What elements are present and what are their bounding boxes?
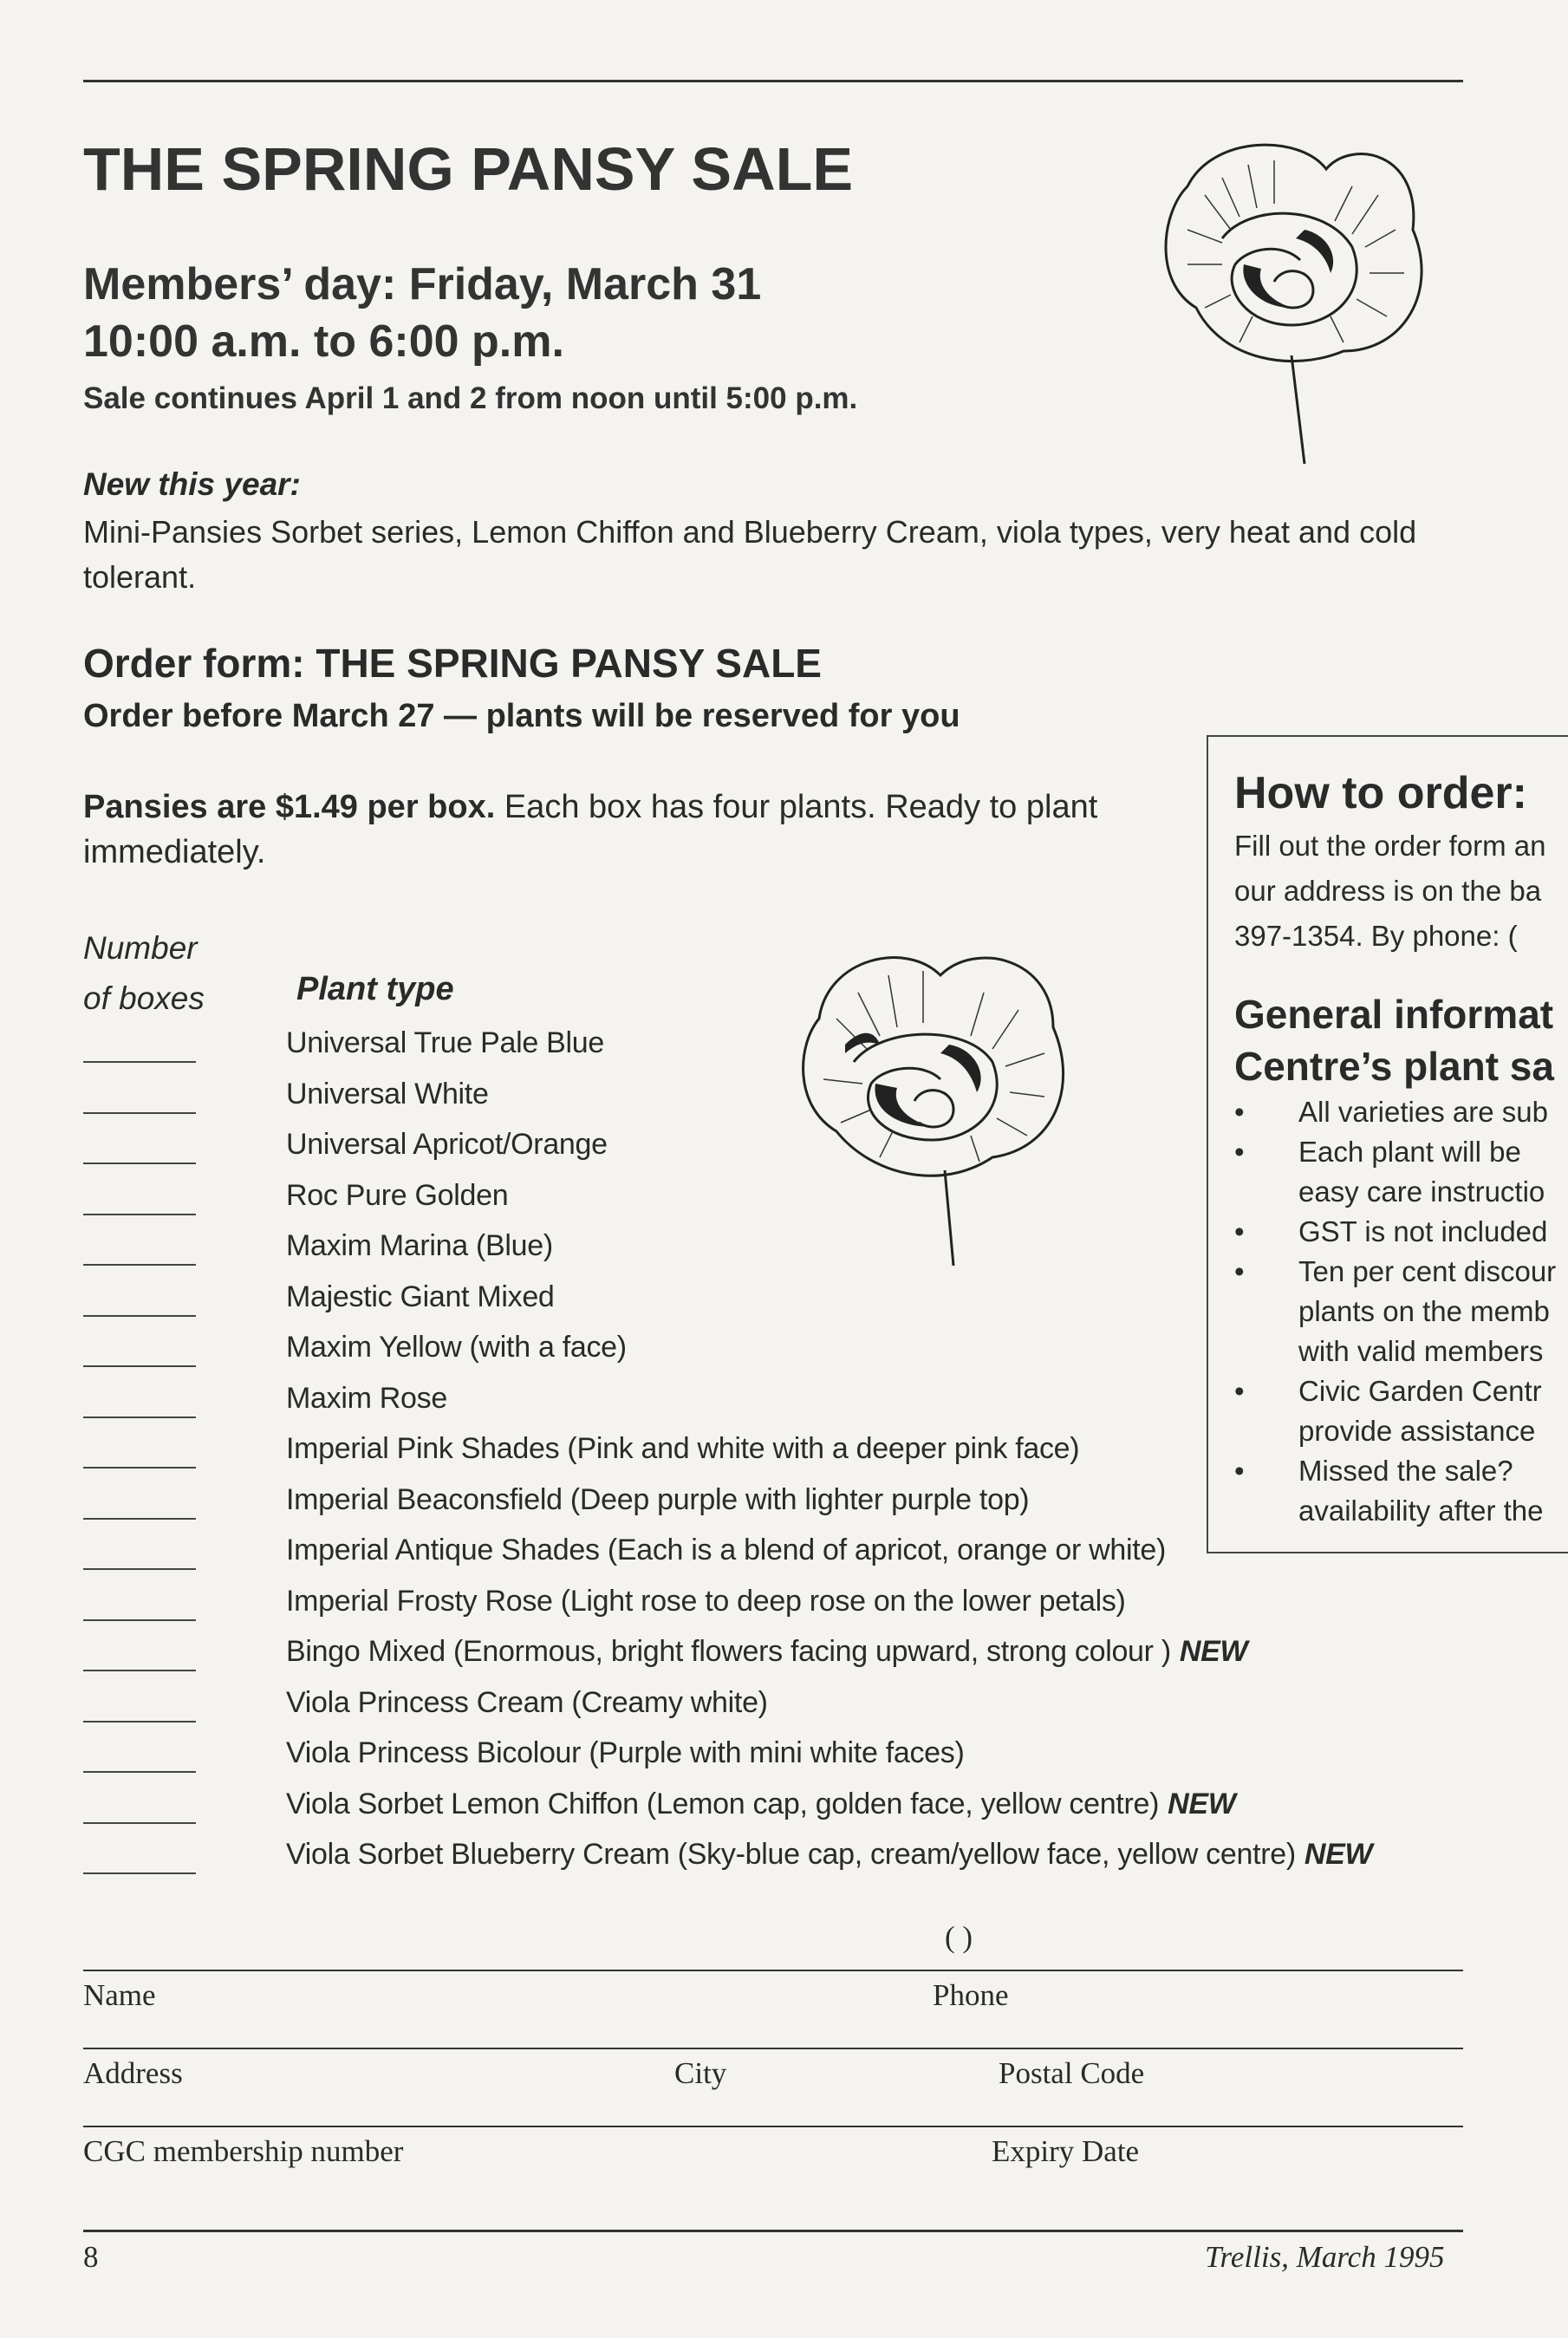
plant-name: Viola Princess Cream (Creamy white) — [286, 1685, 768, 1719]
price-info — [83, 785, 1210, 875]
address-field-label[interactable]: Address — [83, 2056, 183, 2090]
bullet-line: Each plant will be — [1298, 1136, 1521, 1168]
plant-type-label — [286, 1686, 768, 1720]
plant-row — [83, 1023, 1383, 1074]
bullet-line: easy care instructio — [1298, 1176, 1545, 1208]
general-info-line: General informat — [1234, 992, 1554, 1037]
bullet-line: All varieties are sub — [1298, 1096, 1548, 1128]
quantity-blank-line[interactable] — [83, 1872, 196, 1874]
plant-type-label — [286, 1432, 1079, 1466]
plant-row — [83, 1733, 1383, 1784]
quantity-blank-line[interactable] — [83, 1162, 196, 1164]
plant-type-label — [286, 1179, 508, 1213]
bullet-line: with valid members — [1298, 1335, 1544, 1367]
name-field-label[interactable]: Name — [83, 1978, 156, 2012]
plant-row — [83, 1480, 1383, 1531]
plant-name: Imperial Pink Shades (Pink and white with a deeper pink face) — [286, 1432, 1080, 1465]
how-to-order-title: How to order: — [1234, 768, 1527, 818]
pansy-illustration-top — [1153, 134, 1430, 481]
plant-type-label — [286, 1331, 627, 1364]
page-title: THE SPRING PANSY SALE — [83, 135, 854, 203]
general-info-bullet — [1234, 1371, 1568, 1451]
price-bold: Pansies are $1.49 per box. — [83, 789, 496, 825]
plant-type-label — [286, 1838, 1372, 1872]
phone-field-label[interactable]: Phone — [933, 1978, 1009, 2012]
quantity-blank-line[interactable] — [83, 1365, 196, 1367]
quantity-blank-line[interactable] — [83, 1112, 196, 1114]
general-info-bullet — [1234, 1092, 1568, 1132]
general-info-bullet — [1234, 1451, 1568, 1531]
general-info-bullets — [1234, 1092, 1568, 1531]
bullet-line: plants on the memb — [1298, 1295, 1550, 1327]
sale-continues-note: Sale continues April 1 and 2 from noon until 5:00 p.m. — [83, 381, 858, 415]
plant-order-list — [83, 1023, 1383, 1885]
members-day-hours: 10:00 a.m. to 6:00 p.m. — [83, 316, 564, 367]
bullet-icon: • — [1234, 1255, 1245, 1287]
members-day-block — [83, 256, 761, 370]
plant-row — [83, 1683, 1383, 1734]
plant-type-label — [286, 1382, 447, 1416]
postal-code-field-label[interactable]: Postal Code — [999, 2056, 1145, 2090]
plant-row — [83, 1429, 1383, 1480]
price-detail: Each box has four plants. Ready to plant immediately. — [83, 789, 1098, 870]
plant-name: Maxim Marina (Blue) — [286, 1229, 553, 1262]
general-info-bullet — [1234, 1252, 1568, 1371]
quantity-blank-line[interactable] — [83, 1568, 196, 1570]
plant-row — [83, 1124, 1383, 1176]
plant-name: Viola Princess Bicolour (Purple with mini white faces) — [286, 1736, 965, 1769]
how-to-order-line: 397-1354. By phone: ( — [1234, 920, 1518, 952]
general-info-bullet — [1234, 1212, 1568, 1252]
bullet-line: Ten per cent discour — [1298, 1255, 1557, 1287]
column-header-plant-type: Plant type — [296, 971, 454, 1007]
plant-name: Imperial Frosty Rose (Light rose to deep rose on the lower petals) — [286, 1584, 1126, 1618]
how-to-order-line: our address is on the ba — [1234, 875, 1542, 907]
new-badge: NEW — [1168, 1787, 1236, 1820]
plant-type-label — [286, 1229, 553, 1263]
bullet-icon: • — [1234, 1136, 1245, 1168]
phone-parentheses: ( ) — [945, 1920, 973, 1954]
plant-type-label — [286, 1483, 1029, 1517]
plant-type-label — [286, 1128, 608, 1162]
column-header-number-line2: of boxes — [83, 980, 205, 1016]
quantity-blank-line[interactable] — [83, 1518, 196, 1520]
plant-row — [83, 1074, 1383, 1125]
quantity-blank-line[interactable] — [83, 1619, 196, 1621]
column-header-number — [83, 923, 205, 1024]
bullet-line: GST is not included — [1298, 1215, 1548, 1247]
plant-name: Universal White — [286, 1077, 489, 1110]
general-info-heading — [1234, 988, 1554, 1092]
plant-type-label — [286, 1078, 489, 1111]
quantity-blank-line[interactable] — [83, 1214, 196, 1215]
plant-name: Imperial Beaconsfield (Deep purple with lighter purple top) — [286, 1482, 1030, 1516]
quantity-blank-line[interactable] — [83, 1467, 196, 1469]
order-deadline: Order before March 27 — plants will be reserved for you — [83, 698, 960, 734]
bullet-icon: • — [1234, 1096, 1245, 1128]
plant-name: Roc Pure Golden — [286, 1178, 509, 1212]
bullet-line: Civic Garden Centr — [1298, 1375, 1542, 1407]
page-number: 8 — [83, 2240, 99, 2274]
plant-type-label — [286, 1635, 1247, 1669]
plant-type-label — [286, 1280, 555, 1314]
quantity-blank-line[interactable] — [83, 1416, 196, 1418]
quantity-blank-line[interactable] — [83, 1771, 196, 1773]
quantity-blank-line[interactable] — [83, 1721, 196, 1723]
order-form-title: Order form: THE SPRING PANSY SALE — [83, 641, 822, 686]
quantity-blank-line[interactable] — [83, 1061, 196, 1063]
new-this-year-text: Mini-Pansies Sorbet series, Lemon Chiffon and Blueberry Cream, viola types, very heat and cold tolerant. — [83, 514, 1417, 595]
plant-row — [83, 1784, 1383, 1835]
form-rule-membership — [83, 2126, 1463, 2127]
plant-name: Imperial Antique Shades (Each is a blend of apricot, orange or white) — [286, 1534, 1167, 1566]
plant-type-label — [286, 1534, 1166, 1567]
footer-rule — [83, 2230, 1463, 2232]
plant-row — [83, 1176, 1383, 1227]
form-rule-address — [83, 2048, 1463, 2049]
plant-name: Maxim Rose — [286, 1381, 447, 1415]
plant-row — [83, 1631, 1383, 1683]
how-to-order-text — [1234, 824, 1568, 959]
bullet-icon: • — [1234, 1375, 1245, 1407]
plant-type-label — [286, 1585, 1126, 1618]
plant-row — [83, 1834, 1383, 1885]
expiry-date-field-label[interactable]: Expiry Date — [992, 2134, 1140, 2168]
new-badge: NEW — [1179, 1635, 1248, 1668]
general-info-line: Centre’s plant sa — [1234, 1044, 1554, 1089]
general-info-bullet — [1234, 1132, 1568, 1212]
plant-row — [83, 1327, 1383, 1378]
plant-name: Universal True Pale Blue — [286, 1026, 604, 1059]
bullet-line: availability after the — [1298, 1495, 1544, 1527]
quantity-blank-line[interactable] — [83, 1822, 196, 1824]
membership-number-field-label[interactable]: CGC membership number — [83, 2134, 404, 2168]
plant-name: Maxim Yellow (with a face) — [286, 1331, 627, 1364]
plant-name: Bingo Mixed (Enormous, bright flowers facing upward, strong colour ) — [286, 1635, 1171, 1668]
plant-type-label — [286, 1788, 1236, 1821]
new-badge: NEW — [1304, 1838, 1373, 1871]
members-day-heading: Members’ day: Friday, March 31 — [83, 259, 762, 309]
publication-name: Trellis, March 1995 — [1205, 2240, 1445, 2274]
plant-type-label — [286, 1736, 965, 1770]
bullet-line: Missed the sale? — [1298, 1455, 1513, 1487]
form-rule-name — [83, 1970, 1463, 1971]
plant-row — [83, 1530, 1383, 1581]
new-this-year-label: New this year: — [83, 466, 301, 502]
quantity-blank-line[interactable] — [83, 1315, 196, 1317]
plant-name: Viola Sorbet Blueberry Cream (Sky-blue cap, cream/yellow face, yellow centre) — [286, 1838, 1296, 1871]
plant-name: Universal Apricot/Orange — [286, 1128, 608, 1161]
plant-row — [83, 1277, 1383, 1328]
plant-row — [83, 1378, 1383, 1430]
pansy-illustration-middle — [793, 941, 1079, 1279]
plant-type-label — [286, 1026, 604, 1060]
top-rule — [83, 80, 1463, 82]
plant-name: Viola Sorbet Lemon Chiffon (Lemon cap, golden face, yellow centre) — [286, 1787, 1160, 1820]
quantity-blank-line[interactable] — [83, 1670, 196, 1671]
bullet-icon: • — [1234, 1455, 1245, 1487]
bullet-icon: • — [1234, 1215, 1245, 1247]
bullet-line: provide assistance — [1298, 1415, 1536, 1447]
city-field-label[interactable]: City — [674, 2056, 727, 2090]
quantity-blank-line[interactable] — [83, 1264, 196, 1266]
how-to-order-line: Fill out the order form an — [1234, 830, 1546, 862]
plant-row — [83, 1581, 1383, 1632]
column-header-number-line1: Number — [83, 930, 198, 966]
plant-row — [83, 1226, 1383, 1277]
plant-name: Majestic Giant Mixed — [286, 1280, 555, 1313]
how-to-order-sidebar — [1207, 735, 1568, 1553]
